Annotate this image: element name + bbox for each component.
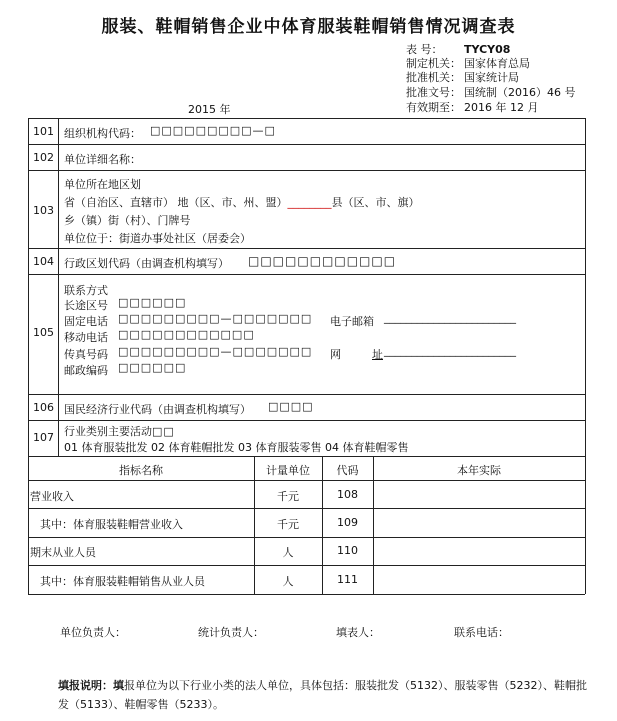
org-code-boxes[interactable]: □□□□□□□□□—□ <box>150 124 276 137</box>
indicator-name: 其中：体育服装鞋帽销售从业人员 <box>40 575 205 588</box>
stat-head-label: 统计负责人： <box>198 626 264 639</box>
industry-category-options: 01 体育服装批发 02 体育鞋帽批发 03 体育服装零售 04 体育鞋帽零售 <box>64 441 409 454</box>
indicator-unit: 人 <box>282 546 294 559</box>
postcode-label: 邮政编码 <box>64 364 108 377</box>
indicator-value-input[interactable] <box>378 573 578 587</box>
code-column-divider <box>58 118 59 456</box>
website-label-1: 网 <box>330 348 341 361</box>
filler-label: 填表人： <box>336 626 380 639</box>
meta-valid-until: 有效期至： 2016 年 12 月 <box>406 101 539 114</box>
row-code-103: 103 <box>33 204 54 217</box>
grid-line <box>28 480 585 481</box>
email-label: 电子邮箱 <box>330 315 374 328</box>
meta-maker: 制定机关： 国家体育总局 <box>406 57 530 70</box>
grid-line <box>28 456 585 457</box>
fixed-phone-boxes[interactable]: □□□□□□□□□—□□□□□□□ <box>118 312 313 325</box>
area-code-boxes[interactable]: □□□□□□ <box>118 296 187 309</box>
meta-approver: 批准机关： 国家统计局 <box>406 71 519 84</box>
row-code-102: 102 <box>33 151 54 164</box>
grid-line <box>28 420 585 421</box>
fax-label: 传真号码 <box>64 348 108 361</box>
indicator-value-input[interactable] <box>378 544 578 558</box>
mobile-boxes[interactable]: □□□□□□□□□□□□ <box>118 328 255 341</box>
indicator-unit: 千元 <box>277 518 299 531</box>
industry-code-label: 国民经济行业代码（由调查机构填写） <box>64 403 251 416</box>
col-header-code: 代码 <box>336 464 359 477</box>
grid-line <box>28 118 585 119</box>
industry-code-boxes[interactable]: □□□□ <box>268 400 314 413</box>
mobile-label: 移动电话 <box>64 331 108 344</box>
fax-boxes[interactable]: □□□□□□□□□—□□□□□□□ <box>118 345 313 358</box>
meta-table-no: 表 号： TYCY08 <box>406 43 511 56</box>
col-header-value: 本年实际 <box>457 464 501 477</box>
unit-head-label: 单位负责人： <box>60 626 126 639</box>
admin-code-boxes[interactable]: □□□□□□□□□□□□ <box>248 254 397 268</box>
industry-category-boxes[interactable]: □□ <box>152 425 175 438</box>
row-code-104: 104 <box>33 255 54 268</box>
grid-line <box>28 508 585 509</box>
indicator-unit: 千元 <box>277 490 299 503</box>
indicator-unit: 人 <box>282 575 294 588</box>
fixed-phone-label: 固定电话 <box>64 315 108 328</box>
region-heading: 单位所在地区划 <box>64 178 141 191</box>
website-label-2: 址 <box>372 348 383 361</box>
grid-line <box>28 394 585 395</box>
indicator-value-input[interactable] <box>378 488 578 502</box>
grid-line <box>28 274 585 275</box>
grid-line <box>28 248 585 249</box>
postcode-boxes[interactable]: □□□□□□ <box>118 361 187 374</box>
contact-heading: 联系方式 <box>64 284 108 297</box>
grid-line <box>28 170 585 171</box>
org-code-label: 组织机构代码： <box>64 127 141 140</box>
contact-phone-label: 联系电话： <box>454 626 509 639</box>
row-code-106: 106 <box>33 401 54 414</box>
grid-line <box>28 594 585 595</box>
region-line-province: 省（自治区、直辖市） 地（区、市、州、盟）________县（区、市、旗） <box>64 196 420 209</box>
grid-line <box>28 537 585 538</box>
indicator-code: 109 <box>337 516 358 529</box>
grid-line <box>28 144 585 145</box>
county-blank[interactable]: ________ <box>287 196 332 209</box>
indicator-value-input[interactable] <box>378 516 578 530</box>
indicator-name: 营业收入 <box>30 490 74 503</box>
grid-line <box>28 565 585 566</box>
row-code-107: 107 <box>33 431 54 444</box>
indicator-code: 108 <box>337 488 358 501</box>
table-border-left <box>28 118 29 594</box>
form-title: 服装、鞋帽销售企业中体育服装鞋帽销售情况调查表 <box>101 17 516 37</box>
region-line-street: 单位位于：街道办事处社区（居委会） <box>64 232 251 245</box>
meta-doc-no: 批准文号： 国统制（2016）46 号 <box>406 86 576 99</box>
col-header-unit: 计量单位 <box>266 464 310 477</box>
indicator-name: 期末从业人员 <box>30 546 96 559</box>
filling-instructions: 填报说明：填报单位为以下行业小类的法人单位，具体包括：服装批发（5132）、服装零售（5232）、鞋帽批发（5133）、鞋帽零售（5233）。 <box>58 679 587 711</box>
col-header-indicator: 指标名称 <box>119 464 163 477</box>
industry-category-label: 行业类别主要活动□□ <box>64 425 175 438</box>
unit-name-label: 单位详细名称： <box>64 153 141 166</box>
region-line-town: 乡（镇）街（村）、门牌号 <box>64 214 191 227</box>
table-border-right <box>585 118 586 594</box>
indicator-name: 其中：体育服装鞋帽营业收入 <box>40 518 183 531</box>
indicator-code: 110 <box>337 544 358 557</box>
website-field[interactable]: ________________________ <box>384 344 516 357</box>
indicator-code: 111 <box>337 573 358 586</box>
admin-code-label: 行政区划代码（由调查机构填写） <box>64 257 229 270</box>
report-year: 2015 年 <box>188 103 231 116</box>
row-code-105: 105 <box>33 326 54 339</box>
email-field[interactable]: ________________________ <box>384 311 516 324</box>
row-code-101: 101 <box>33 125 54 138</box>
area-code-label: 长途区号 <box>64 299 108 312</box>
